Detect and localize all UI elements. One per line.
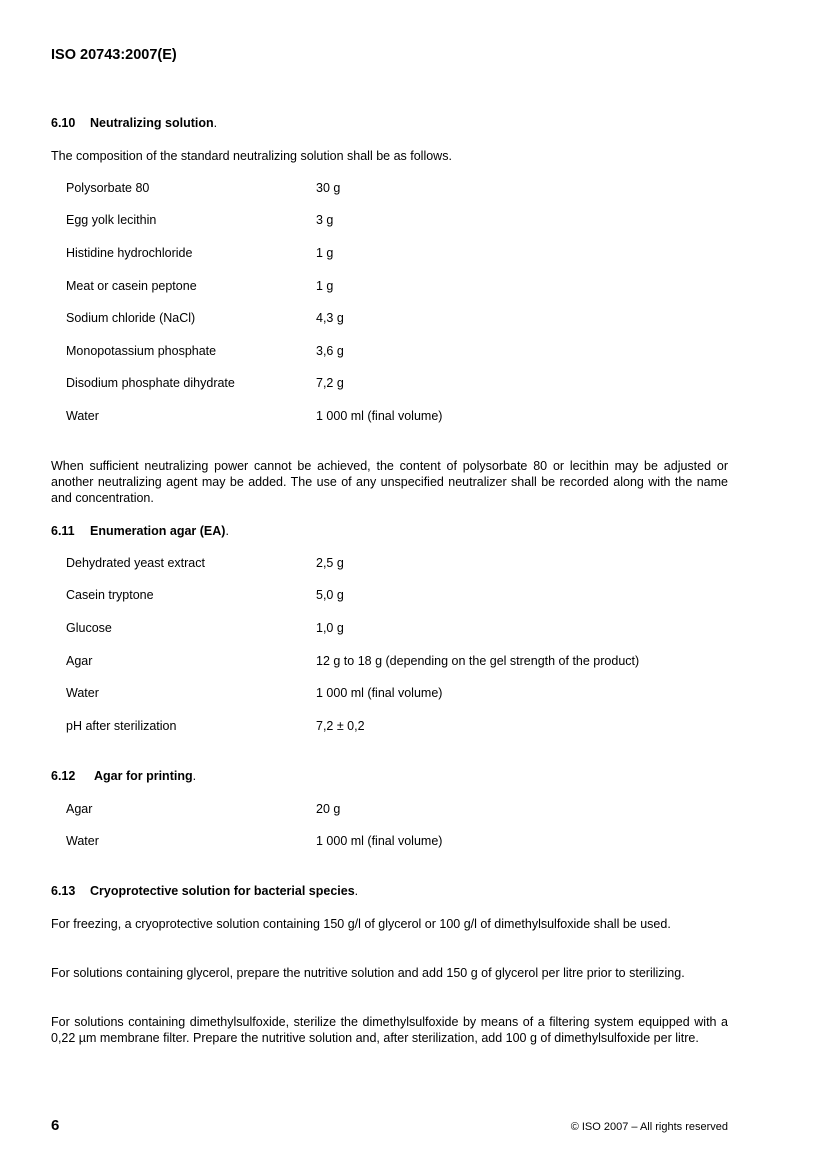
composition-row bbox=[66, 802, 728, 818]
ingredient-value: 3,6 g bbox=[316, 344, 344, 358]
ingredient-name: Histidine hydrochloride bbox=[66, 246, 193, 260]
section-title: Neutralizing solution bbox=[90, 116, 214, 130]
section-number: 6.13 bbox=[51, 884, 76, 898]
section-heading-6-10: 6.10 Neutralizing solution. bbox=[51, 116, 218, 130]
ingredient-value: 3 g bbox=[316, 213, 334, 227]
ingredient-name: pH after sterilization bbox=[66, 719, 177, 733]
ingredient-value: 5,0 g bbox=[316, 588, 344, 602]
ingredient-name: Agar bbox=[66, 802, 93, 816]
composition-row bbox=[66, 344, 728, 360]
ingredient-value: 4,3 g bbox=[316, 311, 344, 325]
section-heading-6-12: 6.12 Agar for printing. bbox=[51, 769, 197, 783]
section-number: 6.11 bbox=[51, 524, 75, 538]
composition-row bbox=[66, 556, 728, 572]
ingredient-value: 7,2 g bbox=[316, 376, 344, 390]
document-header: ISO 20743:2007(E) bbox=[51, 47, 177, 63]
composition-row bbox=[66, 686, 728, 702]
section-title: Enumeration agar (EA) bbox=[90, 524, 226, 538]
ingredient-value: 1 g bbox=[316, 279, 334, 293]
composition-row bbox=[66, 588, 728, 604]
paragraph: For solutions containing dimethylsulfoxide, sterilize the dimethylsulfoxide by means of a filtering system equipped with a 0,22 µm membrane filter. Prepare the nutritive solution and, after sterilization, add 100 g of dimethylsulfoxide per litre. bbox=[51, 1015, 728, 1045]
copyright-notice: © ISO 2007 – All rights reserved bbox=[570, 1121, 728, 1133]
ingredient-value: 1 000 ml (final volume) bbox=[316, 686, 443, 700]
ingredient-value: 30 g bbox=[316, 181, 341, 195]
ingredient-name: Egg yolk lecithin bbox=[66, 213, 157, 227]
section-intro: The composition of the standard neutralizing solution shall be as follows. bbox=[51, 149, 452, 163]
composition-row bbox=[66, 654, 728, 670]
composition-row bbox=[66, 719, 728, 735]
composition-row bbox=[66, 834, 728, 850]
page-number: 6 bbox=[51, 1117, 60, 1134]
ingredient-value: 7,2 ± 0,2 bbox=[316, 719, 365, 733]
paragraph: For solutions containing glycerol, prepare the nutritive solution and add 150 g of glycerol per litre prior to sterilizing. bbox=[51, 966, 685, 980]
composition-row bbox=[66, 621, 728, 637]
section-title: Cryoprotective solution for bacterial species bbox=[90, 884, 355, 898]
ingredient-value: 1 000 ml (final volume) bbox=[316, 409, 443, 423]
section-number: 6.10 bbox=[51, 116, 76, 130]
ingredient-value: 12 g to 18 g (depending on the gel strength of the product) bbox=[316, 654, 640, 668]
section-number: 6.12 bbox=[51, 769, 76, 783]
composition-row bbox=[66, 181, 728, 197]
composition-row bbox=[66, 376, 728, 392]
ingredient-name: Water bbox=[66, 834, 99, 848]
composition-row bbox=[66, 311, 728, 327]
ingredient-name: Disodium phosphate dihydrate bbox=[66, 376, 235, 390]
section-heading-6-13: 6.13 Cryoprotective solution for bacterial species. bbox=[51, 884, 359, 898]
ingredient-name: Monopotassium phosphate bbox=[66, 344, 217, 358]
composition-row bbox=[66, 246, 728, 262]
ingredient-value: 20 g bbox=[316, 802, 341, 816]
ingredient-name: Meat or casein peptone bbox=[66, 279, 197, 293]
ingredient-name: Water bbox=[66, 409, 99, 423]
ingredient-name: Casein tryptone bbox=[66, 588, 154, 602]
section-title: Agar for printing bbox=[94, 769, 193, 783]
section-heading-6-11: 6.11 Enumeration agar (EA). bbox=[51, 524, 229, 538]
composition-row bbox=[66, 409, 728, 425]
ingredient-value: 1 g bbox=[316, 246, 334, 260]
paragraph: For freezing, a cryoprotective solution containing 150 g/l of glycerol or 100 g/l of dimethylsulfoxide shall be used. bbox=[51, 917, 671, 931]
ingredient-name: Polysorbate 80 bbox=[66, 181, 150, 195]
composition-row bbox=[66, 279, 728, 295]
ingredient-value: 1 000 ml (final volume) bbox=[316, 834, 443, 848]
section-note: When sufficient neutralizing power cannot be achieved, the content of polysorbate 80 or lecithin may be adjusted or another neutralizing agent may be added. The use of any unspecified neutralizer shall be recorded along with the name and concentration. bbox=[51, 459, 728, 505]
ingredient-name: Water bbox=[66, 686, 99, 700]
ingredient-value: 2,5 g bbox=[316, 556, 344, 570]
ingredient-name: Agar bbox=[66, 654, 93, 668]
ingredient-name: Dehydrated yeast extract bbox=[66, 556, 205, 570]
composition-row bbox=[66, 213, 728, 229]
ingredient-name: Glucose bbox=[66, 621, 112, 635]
ingredient-name: Sodium chloride (NaCl) bbox=[66, 311, 196, 325]
ingredient-value: 1,0 g bbox=[316, 621, 344, 635]
